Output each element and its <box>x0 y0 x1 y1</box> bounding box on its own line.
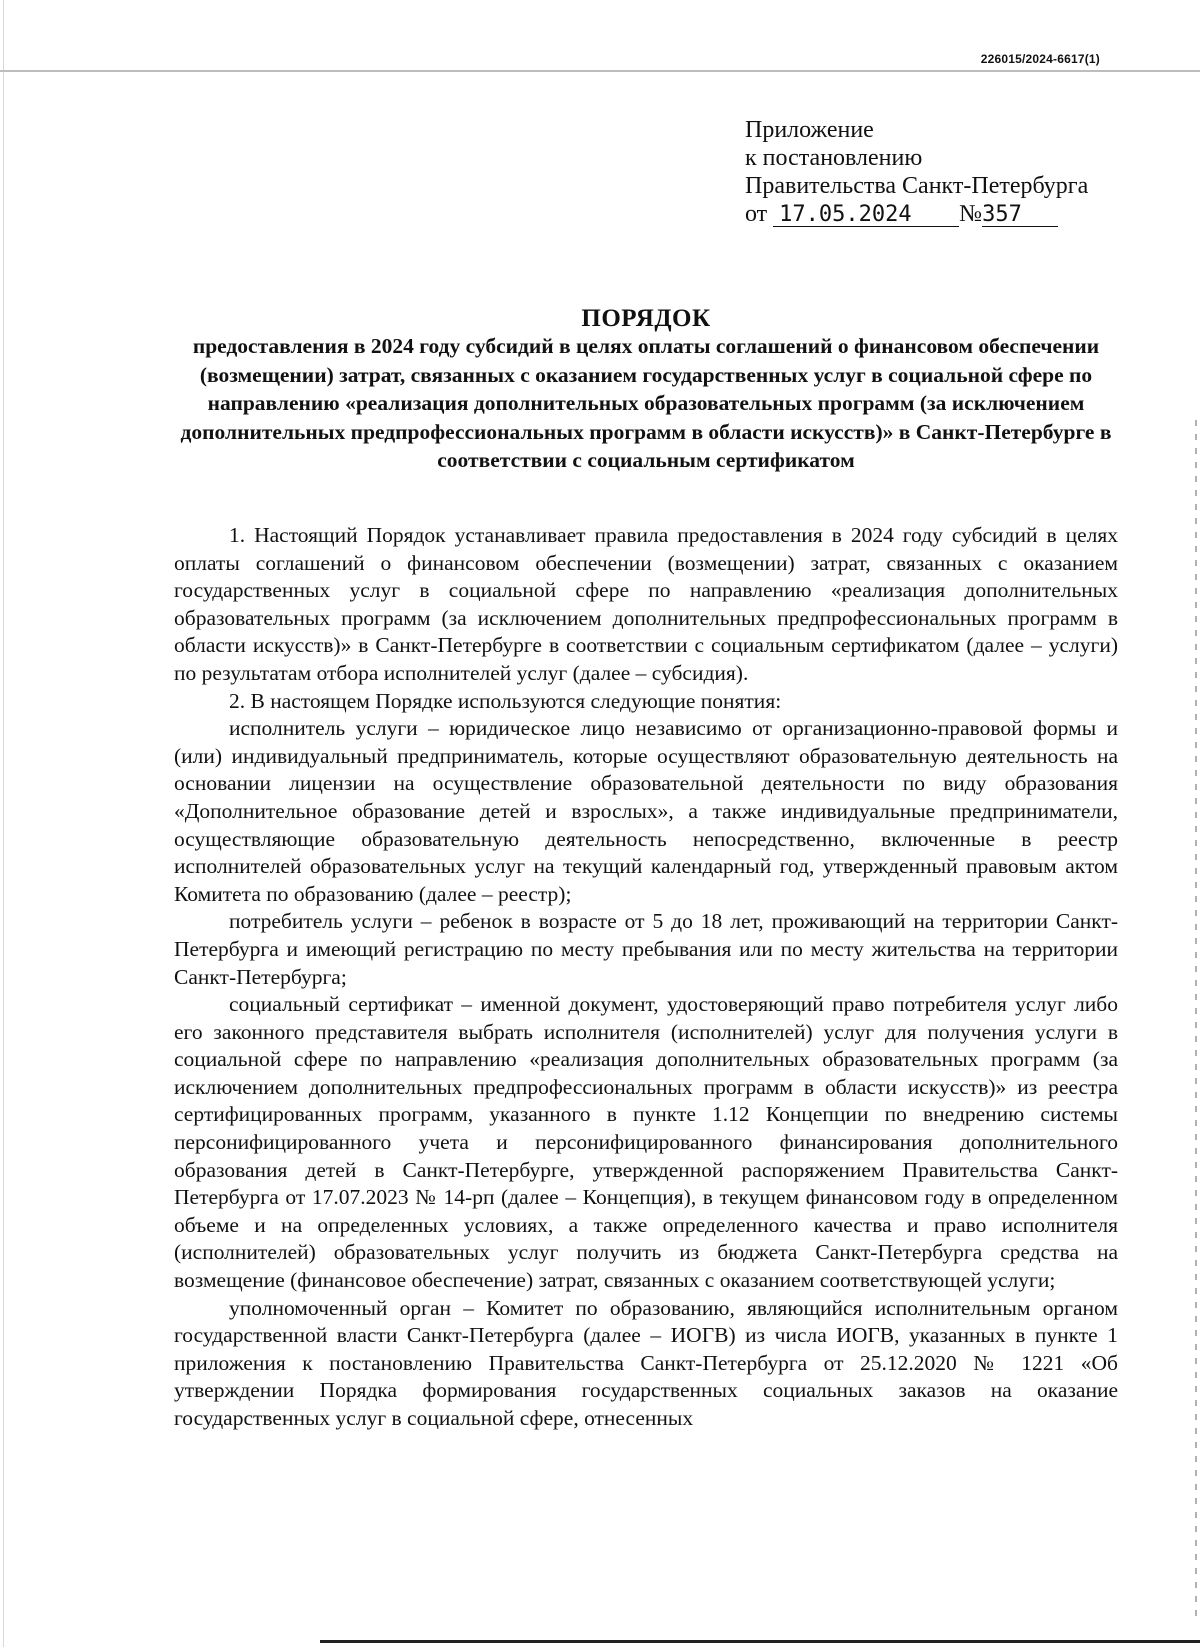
paragraph: 2. В настоящем Порядке используются следующие понятия: <box>229 688 782 713</box>
number-sign: № <box>959 201 983 227</box>
scan-edge-right <box>1195 420 1197 1620</box>
appendix-line-3: Правительства Санкт-Петербурга <box>745 173 1089 199</box>
scan-line-top <box>0 70 1200 72</box>
decree-number: 357 <box>982 204 1058 227</box>
paragraph: уполномоченный орган – Комитет по образованию, являющийся исполнительным органом государственной власти Санкт-Петербурга (далее – ИОГВ) из числа ИОГВ, указанных в пункте 1 приложения к постановлению Правительства Санкт-Петербурга от 25.12.2020 № 1221 «Об утверждении Порядка формирования государственных социальных заказов на оказание государственных услуг в социальной сфере, отнесенных <box>174 1295 1118 1430</box>
document-title: ПОРЯДОК <box>581 305 711 332</box>
registration-number: 226015/2024-6617(1) <box>980 52 1100 66</box>
paragraph: 1. Настоящий Порядок устанавливает правила предоставления в 2024 году субсидий в целях оплаты соглашений о финансовом обеспечении (возмещении) затрат, связанных с оказанием государственных услуг в социальной сфере по направлению «реализация дополнительных образовательных программ (за исключением дополнительных предпрофессиональных программ в области искусств)» в Санкт-Петербурге в соответствии с социальным сертификатом (далее – услуги) по результатам отбора исполнителей услуг (далее – субсидия). <box>174 523 1118 685</box>
decree-date: 17.05.2024 <box>773 204 959 227</box>
document-subtitle: предоставления в 2024 году субсидий в целях оплаты соглашений о финансовом обеспечении (возмещении) затрат, связанных с оказанием государственных услуг в социальной сфере по направлению «реализация дополнительных образовательных программ (за исключением дополнительных предпрофессиональных программ в области искусств)» в Санкт-Петербурге в соответствии с социальным сертификатом <box>180 334 1112 472</box>
appendix-line-1: Приложение <box>745 117 874 143</box>
appendix-date-line <box>745 200 1088 228</box>
document-body <box>174 522 1118 1433</box>
paragraph: социальный сертификат – именной документ, удостоверяющий право потребителя услуг либо его законного представителя выбрать исполнителя (исполнителей) услуг для получения услуги в социальной сфере по направлению «реализация дополнительных образовательных программ (за исключением дополнительных предпрофессиональных программ в области искусств)» из реестра сертифицированных программ, указанного в пункте 1.12 Концепции по внедрению системы персонифицированного учета и персонифицированного финансирования дополнительного образования детей в Санкт-Петербурге, утвержденной распоряжением Правительства Санкт-Петербурга от 17.07.2023 № 14-рп (далее – Концепция), в текущем финансовом году в определенном объеме и на определенных условиях, а также определенного качества и право исполнителя (исполнителей) образовательных услуг получить из бюджета Санкт-Петербурга средства на возмещение (финансовое обеспечение) затрат, связанных с оказанием соответствующей услуги; <box>174 992 1118 1293</box>
date-prefix: от <box>745 201 768 227</box>
appendix-block <box>745 116 1088 228</box>
appendix-line-2: к постановлению <box>745 145 923 171</box>
scan-line-bottom <box>320 1640 1200 1643</box>
paragraph: потребитель услуги – ребенок в возрасте от 5 до 18 лет, проживающий на территории Санкт-Петербурга и имеющий регистрацию по месту пребывания или по месту жительства на территории Санкт-Петербурга; <box>174 909 1118 989</box>
scan-edge-left <box>3 0 4 1647</box>
paragraph: исполнитель услуги – юридическое лицо независимо от организационно-правовой формы и (или) индивидуальный предприниматель, которые осуществляют образовательную деятельность на основании лицензии на осуществление образовательной деятельности по виду образования «Дополнительное образование детей и взрослых», а также индивидуальные предприниматели, осуществляющие образовательную деятельность непосредственно, включенные в реестр исполнителей образовательных услуг на текущий календарный год, утвержденный правовым актом Комитета по образованию (далее – реестр); <box>174 716 1118 906</box>
